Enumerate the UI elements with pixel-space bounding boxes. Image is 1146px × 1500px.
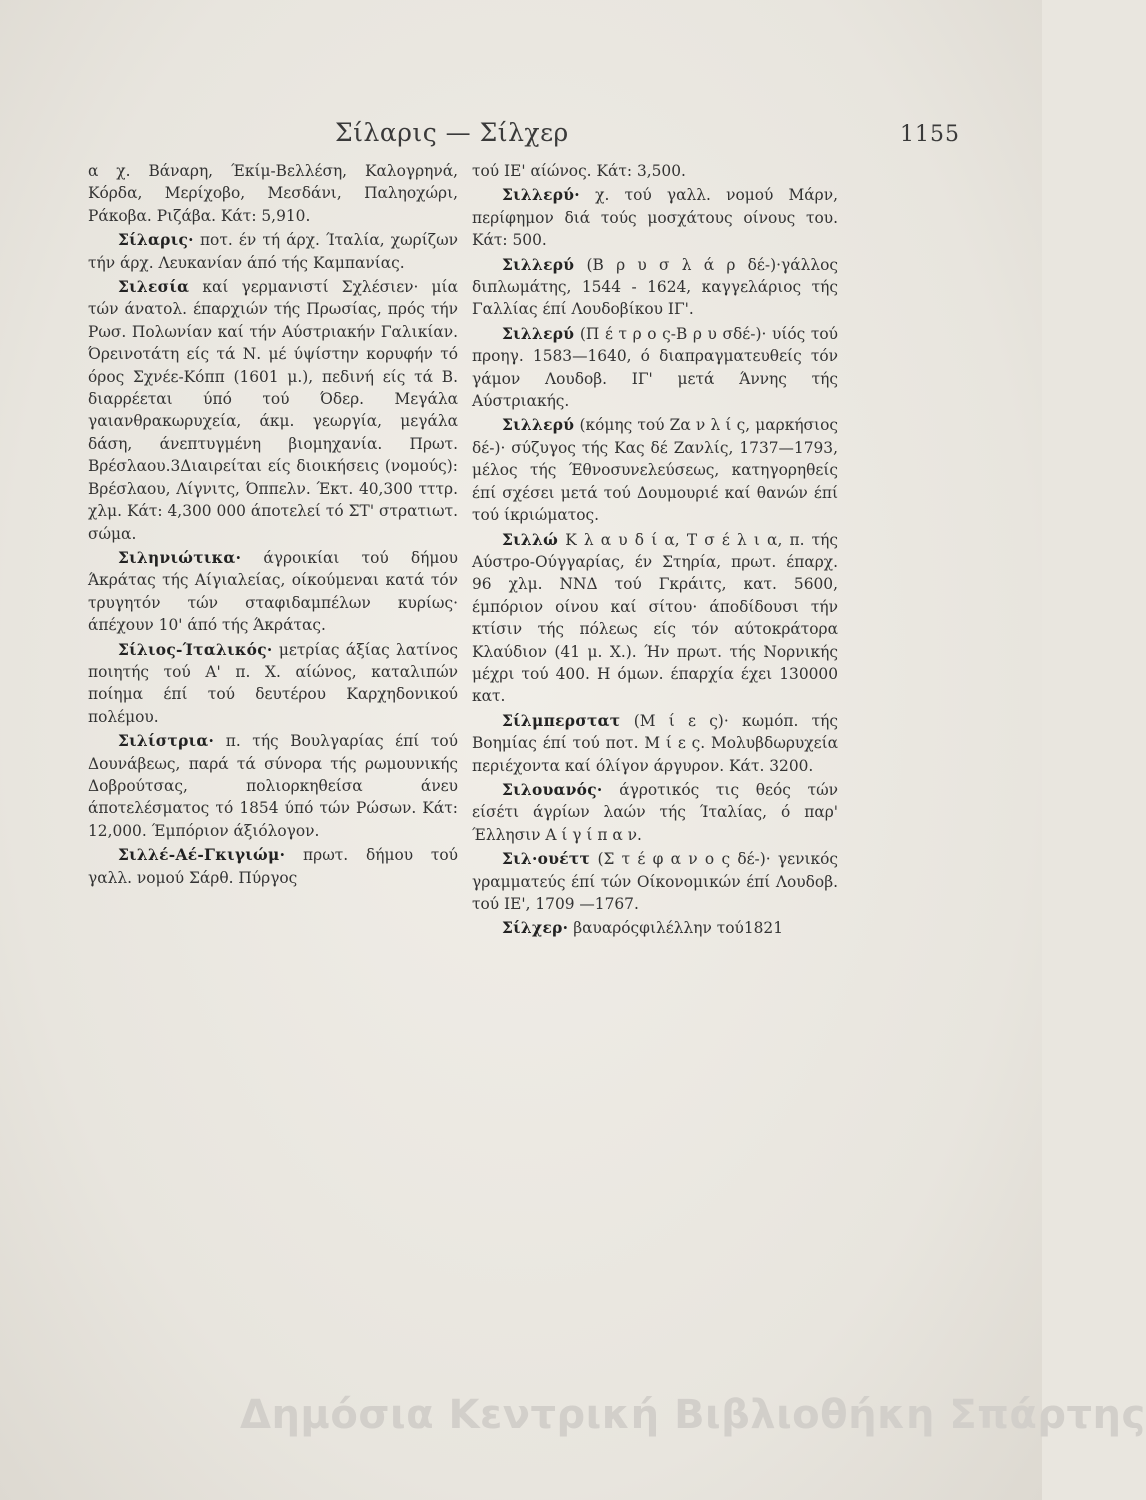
entry-text: (Μ ί ε ς)· κωμόπ. τής Βοημίας έπί τού ποτ. Μ ί ε ς. Μολυβδωρυχεία περιέχοντα καί όλίγον άργυρον. Κάτ. 3200. xyxy=(472,711,838,775)
dictionary-entry xyxy=(88,276,458,545)
entry-headword: Σιλλερύ xyxy=(502,255,575,274)
entry-text: βαυαρόςφιλέλλην τού1821 xyxy=(573,919,783,938)
entry-headword: Σίλχερ· xyxy=(502,919,569,938)
entry-text: (κόμης τού Ζα ν λ ί ς, μαρκήσιος δέ-)· σύζυγος τής Κας δέ Ζανλίς, 1737—1793, μέλος τής Έθνοσυνελεύσεως, κατηγορηθείς έπί σχέσει μετά τού Δουμουριέ καί θανών έπί τού ίκριώματος. xyxy=(472,416,838,525)
library-watermark: Δημόσια Κεντρική Βιβλιοθήκη Σπάρτης xyxy=(240,1392,1146,1438)
entry-text: πρωτ. δήμου τού γαλλ. νομού Σάρθ. Πύργος xyxy=(88,846,458,887)
running-title: Σίλαρις — Σίλχερ xyxy=(335,118,569,147)
dictionary-entry xyxy=(88,730,458,842)
dictionary-entry xyxy=(472,254,838,321)
entry-text: (Σ τ έ φ α ν ο ς δέ-)· γενικός γραμματεύς έπί τών Οίκονομικών έπί Λουδοβ. τού ΙΕ', 1709 —1767. xyxy=(472,850,838,913)
entry-headword: Σιλ·ουέττ xyxy=(502,850,591,869)
page-number: 1155 xyxy=(900,122,960,147)
entry-text: καί γερμανιστί Σχλέσιεν· μία τών άνατολ. έπαρχιών τής Πρωσίας, πρός τήν Ρωσ. Πολωνίαν καί τήν Αύστριακήν Γαλικίαν. Όρεινοτάτη είς τά Ν. μέ ύψίστην κορυφήν τό όρος Σχνέε-Κόππ (1601 μ.), πεδινή είς τά Β. διαρρέεται ύπό τού Όδερ. Μεγάλα γαιανθρακωρυχεία, άκμ. γεωργία, μεγάλα δάση, άνεπτυγμένη βιομηχανία. Πρωτ. Βρέσλαου.3Διαιρείται είς διοικήσεις (νομούς): Βρέσλαου, Λίγνιτς, Όππελν. Έκτ. 40,300 τττρ. χλμ. Κάτ: 4,300 000 άποτελεί τό ΣΤ' στρατιωτ. σώμα. xyxy=(88,278,458,543)
dictionary-entry xyxy=(472,779,838,846)
dictionary-entry xyxy=(472,917,838,939)
dictionary-entry xyxy=(88,844,458,889)
dictionary-entry xyxy=(472,529,838,708)
entry-text: χ. τού γαλλ. νομού Μάρν, περίφημον διά τούς μοσχάτους οίνους του. Κάτ: 500. xyxy=(472,186,838,250)
entry-headword: Σιλλερύ· xyxy=(502,186,580,205)
entry-headword: Σιλλώ xyxy=(502,530,559,549)
dictionary-entry xyxy=(472,848,838,915)
left-column xyxy=(88,160,458,891)
entry-text: (Β ρ υ σ λ ά ρ δέ-)·γάλλος διπλωμάτης, 1544 - 1624, καγγελάριος τής Γαλλίας έπί Λουδοβίκου ΙΓ'. xyxy=(472,255,838,319)
right-column xyxy=(472,160,838,942)
entry-headword: Σιλουανός· xyxy=(502,780,603,799)
entry-text: άγροτικός τις θεός τών είσέτι άγρίων λαών τής Ίταλίας, ό παρ' Έλλησιν Α ί γ ί π α ν. xyxy=(472,780,838,844)
entry-headword: Σιλλερύ xyxy=(502,324,575,343)
entry-headword: Σίλμπερστατ xyxy=(502,711,621,730)
dictionary-entry xyxy=(88,229,458,274)
entry-text: ποτ. έν τή άρχ. Ίταλία, χωρίζων τήν άρχ. Λευκανίαν άπό τής Καμπανίας. xyxy=(88,231,458,272)
entry-headword: Σίλιος-Ίταλικός· xyxy=(118,640,273,659)
entry-headword: Σιλλέ-Αέ-Γκιγιώμ· xyxy=(118,846,286,865)
dictionary-entry xyxy=(88,547,458,637)
entry-headword: Σιλλερύ xyxy=(502,416,575,435)
entry-text: τού ΙΕ' αίώνος. Κάτ: 3,500. xyxy=(472,162,686,180)
dictionary-entry xyxy=(472,160,838,182)
dictionary-entry xyxy=(88,160,458,227)
dictionary-entry xyxy=(472,184,838,251)
entry-text: α χ. Βάναρη, Έκίμ-Βελλέση, Καλογρηνά, Κόρδα, Μερίχοβο, Μεσδάνι, Παληοχώρι, Ράκοβα. Ριζάβα. Κάτ: 5,910. xyxy=(88,162,458,225)
entry-text: άγροικίαι τού δήμου Άκράτας τής Αίγιαλείας, οίκούμεναι κατά τόν τρυγητόν τών σταφιδαμπέλων κυρίως· άπέχουν 10' άπό τής Άκράτας. xyxy=(88,548,458,635)
entry-text: Κ λ α υ δ ί α, Τ σ έ λ ι α, π. τής Αύστρο-Ούγγαρίας, έν Στηρία, πρωτ. έπαρχ. 96 χλμ. ΝΝΔ τού Γκράιτς, κατ. 5600, έμπόριον οίνου καί σίτου· άποδίδουσι τήν κτίσιν τής πόλεως είς τόν αύτοκράτορα Κλαύδιον (41 μ. Χ.). Ήν πρωτ. τής Νορνικής μέχρι τού 400. Η όμων. έπαρχία έχει 130000 κατ. xyxy=(472,530,838,706)
entry-text: (Π έ τ ρ ο ς-Β ρ υ σδέ-)· υίός τού προηγ. 1583—1640, ό διαπραγματευθείς τόν γάμον Λουδοβ. ΙΓ' μετά Άννης τής Αύστριακής. xyxy=(472,324,838,411)
dictionary-entry xyxy=(472,323,838,413)
entry-headword: Σιλεσία xyxy=(118,278,190,297)
entry-headword: Σιλίστρια· xyxy=(118,732,215,751)
dictionary-entry xyxy=(472,414,838,526)
entry-text: μετρίας άξίας λατίνος ποιητής τού Α' π. Χ. αίώνος, καταλιπών ποίημα έπί τού δευτέρου Καρχηδονικού πολέμου. xyxy=(88,640,458,726)
dictionary-entry xyxy=(88,639,458,729)
entry-headword: Σιληνιώτικα· xyxy=(118,548,242,567)
dictionary-entry xyxy=(472,710,838,777)
entry-text: π. τής Βουλγαρίας έπί τού Δουνάβεως, παρά τά σύνορα τής ρωμουνικής Δοβρούτσας, πολιορκηθείσα άνευ άποτελέσματος τό 1854 ύπό τών Ρώσων. Κάτ: 12,000. Έμπόριον άξιόλογον. xyxy=(88,732,458,840)
page-header xyxy=(0,118,1042,158)
entry-headword: Σίλαρις· xyxy=(118,231,194,250)
